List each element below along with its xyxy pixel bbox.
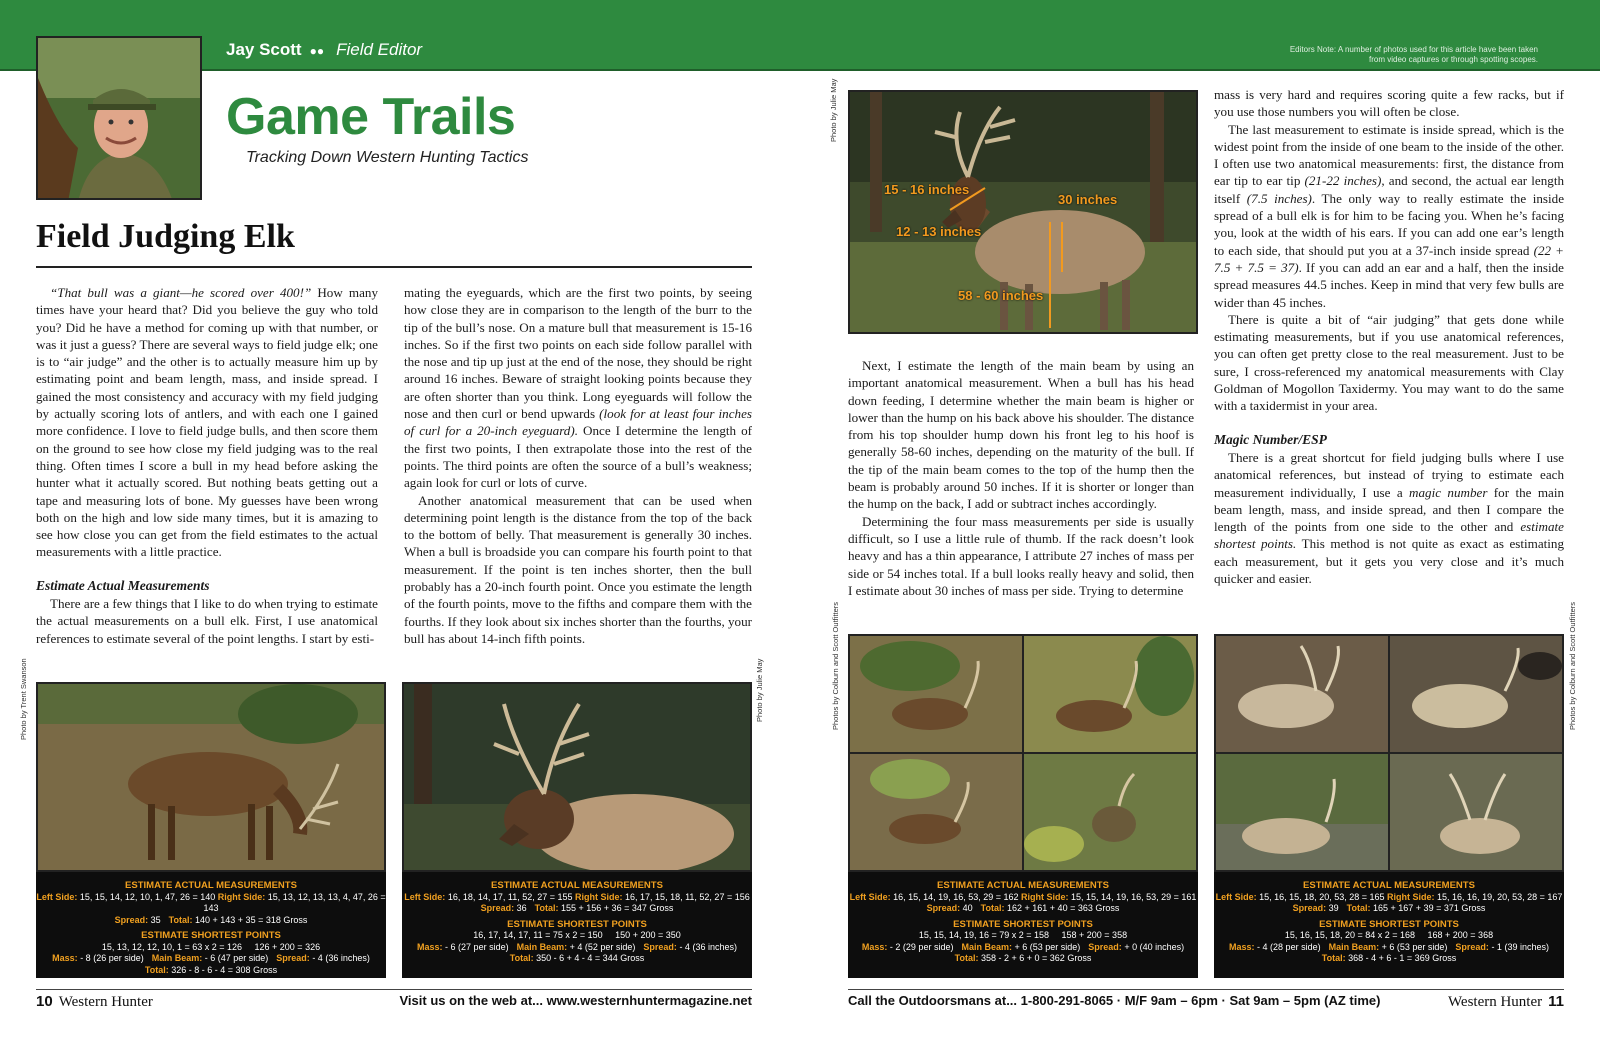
caption-final [36, 965, 386, 977]
caption-heading: ESTIMATE SHORTEST POINTS [953, 918, 1093, 930]
hoofprint-icon: ●● [309, 44, 325, 58]
paragraph: Next, I estimate the length of the main beam by using an important anatomical measurement. When a bull has his head down feeding, I determine whether the main beam is higher or lower than the hump on his back above his shoulder. The distance from his top shoulder hump down his front leg to his hoof is generally 58-60 inches, depending on the maturity of the bull. If the tip of the main beam comes to the top of the hump then the beam is probably around 50 inches. If it is shorter or longer than the hump on the back, I add or subtract inches accordingly. [848, 358, 1194, 512]
caption-label: Left Side: [404, 891, 446, 902]
photo-tile [1216, 754, 1388, 870]
publication-name: Western Hunter [1447, 994, 1543, 1010]
caption-label: Total: [1346, 903, 1371, 913]
column-title: Game Trails [226, 88, 516, 146]
caption-value: 140 + 143 + 35 = 318 Gross [195, 914, 308, 925]
caption-value: 15, 16, 16, 19, 20, 53, 28 = 167 [1437, 891, 1563, 902]
italic-note: (21-22 inches) [1304, 173, 1382, 189]
caption-value: 16, 15, 14, 19, 16, 53, 29 = 162 [893, 891, 1019, 902]
caption-sides [848, 892, 1198, 904]
paragraph: Another anatomical measurement that can be used when determining point length is the distance from the top of the back to the bottom of belly. That measurement is generally 30 inches. When a bull is broadside you can compare his fourth point to that measurement. If the point is ten inches shorter, then the bull probably has a 20-inch fourth point. Once you estimate the length of the fourth points, move to the fifths and compare them with the fourths. If they look about six inches shorter than the fourths, your bull has about 14-inch fifth points. [404, 492, 753, 646]
subhead-estimate-actual: Estimate Actual Measurements [36, 577, 210, 593]
paragraph [404, 284, 752, 492]
paragraph: Determining the four mass measurements per side is usually difficult, so I use a little rule of thumb. If the rack doesn’t look heavy and has a thin appearance, I attribute 27 inches of mass per side or 54 inches total. If a bull looks really heavy and solid, then I estimate about 30 inches of mass per side. Trying to determine [848, 513, 1194, 598]
paragraph: There is quite a bit of “air judging” that gets done while estimating measurements, but if you use anatomical references, you can often get pretty close to the real measurement. Just to be sure, I cross-referenced my anatomical measurements with Clay Goldman of Mogollon Taxidermy. You may want to do the same with a taxidermist in your area. [1214, 311, 1564, 414]
photo-credit: Photo by Julie May [755, 658, 764, 722]
elk-bull-illustration [404, 684, 750, 870]
paragraph-text: , and second, the actual ear length itself [1214, 173, 1565, 206]
caption-final [402, 953, 752, 965]
caption-value: 326 - 8 - 6 - 4 = 308 Gross [171, 964, 278, 975]
caption-value: 15, 15, 14, 19, 16, 53, 29 = 161 [1071, 891, 1197, 902]
caption-label: Right Side: [1387, 891, 1435, 902]
caption-label: Main Beam: [151, 953, 203, 963]
caption-points: 15, 16, 15, 18, 20 = 84 x 2 = 168 168 + 200 = 368 [1284, 930, 1494, 940]
elk-grazing-illustration [38, 684, 384, 870]
caption-value: + 6 (53 per side) [1014, 941, 1081, 952]
caption-label: Mass: [1229, 941, 1255, 952]
caption-adjustments [848, 942, 1198, 954]
column-tagline: Tracking Down Western Hunting Tactics [246, 149, 529, 166]
caption-value: + 6 (53 per side) [1381, 941, 1448, 952]
caption-value: 39 [1328, 903, 1339, 913]
photo-tile [850, 636, 1022, 752]
editors-note: Editors Note: A number of photos used for this article have been taken from video captures or through spotting scopes. [1289, 45, 1538, 64]
caption-label: Main Beam: [1328, 941, 1380, 952]
caption-box-2 [402, 872, 752, 978]
caption-value: - 6 (27 per side) [445, 941, 509, 952]
label-body-depth: 30 inches [1058, 192, 1118, 207]
paragraph-text: for the main beam length, mass, and inside spread, and then I compare the length of the points from one side to the other and [1214, 484, 1564, 535]
caption-label: Main Beam: [516, 941, 568, 952]
paragraph-text: The last measurement to estimate is inside spread, which is the widest point from the inside of one beam to the inside of the other. I often use two anatomical measurements: first, the distance from ear tip to ear tip [1214, 121, 1564, 189]
article-column-1 [36, 284, 378, 647]
paragraph-text: This method is not quite as exact as estimating each measurement, but it gets you very close and it’s much quicker and easier. [1214, 536, 1564, 587]
caption-spread-total [402, 903, 752, 915]
page-number-right: 11 [1548, 993, 1564, 1010]
page-number-left: 10 [36, 993, 53, 1010]
paragraph [1214, 121, 1564, 311]
caption-label: Total: [954, 953, 979, 963]
caption-value: 15, 13, 12, 13, 13, 4, 47, 26 = 143 [203, 891, 386, 913]
phone-promo: Call the Outdoorsmans at... 1-800-291-8065 · M/F 9am – 6pm · Sat 9am – 5pm (AZ time) [848, 993, 1381, 1008]
caption-label: Main Beam: [961, 941, 1012, 952]
caption-label: Spread: [926, 903, 961, 913]
caption-points: 15, 13, 12, 12, 10, 1 = 63 x 2 = 126 126 + 200 = 326 [101, 941, 321, 952]
elk-photo-1 [36, 682, 386, 872]
caption-value: 155 + 156 + 36 = 347 Gross [561, 903, 674, 913]
caption-value: + 4 (52 per side) [569, 941, 636, 952]
caption-value: 15, 15, 14, 12, 10, 1, 47, 26 = 140 [79, 891, 216, 902]
caption-spread-total [36, 915, 386, 927]
caption-value: + 0 (40 inches) [1124, 941, 1185, 952]
paragraph [1214, 449, 1564, 587]
website-promo-link[interactable]: Visit us on the web at... www.westernhuntermagazine.net [399, 993, 752, 1008]
caption-value: 16, 18, 14, 17, 11, 52, 27 = 155 [447, 891, 573, 902]
caption-label: Total: [509, 953, 534, 963]
photo-credit: Photo by Trent Swanson [19, 658, 28, 740]
italic-note: (7.5 inches) [1246, 190, 1312, 206]
caption-sides [36, 892, 386, 915]
caption-adjustments [1214, 942, 1564, 954]
caption-label: Spread: [1088, 941, 1122, 952]
caption-label: Spread: [1455, 941, 1489, 952]
photo-credit: Photo by Julie May [829, 78, 838, 142]
caption-value: - 4 (28 per side) [1257, 941, 1321, 952]
paragraph-text: There is a great shortcut for field judging bulls where I use anatomical references, but instead of trying to estimate each measurement individually, I use a [1214, 449, 1564, 500]
caption-label: Total: [1321, 953, 1346, 963]
paragraph: mass is very hard and requires scoring quite a few racks, but if you use those numbers you will often be close. [1214, 87, 1564, 120]
italic-note: estimate shortest points. [1214, 519, 1564, 552]
hero-elk-photo [848, 90, 1198, 334]
caption-sides [402, 892, 752, 904]
author-byline [226, 40, 422, 60]
caption-label: Total: [144, 964, 169, 975]
caption-heading: ESTIMATE SHORTEST POINTS [1319, 918, 1459, 930]
caption-value: - 4 (36 inches) [679, 941, 737, 952]
paragraph-text: . If you can add an ear and a half, then the inside spread measures 44.5 inches. Keep in mind that very few bulls are wider than 45 inches. [1214, 259, 1564, 310]
caption-heading: ESTIMATE ACTUAL MEASUREMENTS [491, 880, 663, 891]
caption-label: Total: [534, 903, 559, 913]
footer-rule-right [848, 989, 1564, 990]
caption-value: 15, 16, 15, 18, 20, 53, 28 = 165 [1259, 891, 1385, 902]
caption-label: Spread: [480, 903, 515, 913]
caption-value: 35 [150, 914, 161, 925]
photo-tile [850, 754, 1022, 870]
caption-label: Mass: [417, 941, 443, 952]
caption-points: 15, 15, 14, 19, 16 = 79 x 2 = 158 158 + 200 = 358 [918, 930, 1128, 940]
caption-label: Spread: [114, 914, 149, 925]
author-photo-illustration [38, 38, 202, 200]
caption-value: 368 - 4 + 6 - 1 = 369 Gross [1348, 953, 1457, 963]
caption-value: 350 - 6 + 4 - 4 = 344 Gross [536, 953, 645, 963]
footer-right-folio [1448, 993, 1564, 1011]
caption-label: Left Side: [1215, 891, 1257, 902]
photo-tile [1024, 636, 1196, 752]
footer-rule-left [36, 989, 752, 990]
caption-heading: ESTIMATE SHORTEST POINTS [141, 930, 281, 941]
paragraph-text: Once I determine the length of the first two points, I then extrapolate those into the rest of the points. The third points are often the source of a bull’s weakness; again look for curl or lots of curve. [404, 423, 752, 491]
elk-photo-grid-3 [848, 634, 1198, 872]
caption-points: 16, 17, 14, 17, 11 = 75 x 2 = 150 150 + 200 = 350 [473, 930, 681, 940]
author-role: Field Editor [336, 40, 423, 59]
photo-tile [1390, 636, 1562, 752]
photo-credit: Photos by Colburn and Scott Outfitters [1568, 602, 1577, 730]
paragraph-text: . The only way to really estimate the inside spread of a bull elk is for him to be facing you. When he’s facing you, look at the width of his ears. If you can add one ear’s length to each side, that should put you at a 37-inch inside spread [1214, 190, 1565, 258]
caption-value: 40 [962, 903, 973, 913]
italic-note: (look for at least four inches of curl for a 20-inch eyeguard). [404, 406, 752, 439]
elk-photo-2 [402, 682, 752, 872]
caption-label: Right Side: [217, 891, 266, 902]
caption-label: Right Side: [575, 891, 623, 902]
caption-final [848, 953, 1198, 965]
caption-label: Total: [168, 914, 193, 925]
label-eyeguard: 15 - 16 inches [884, 182, 970, 197]
author-portrait [36, 36, 202, 200]
photo-tile [1216, 636, 1388, 752]
caption-label: Spread: [276, 953, 310, 963]
caption-label: Mass: [52, 953, 78, 963]
label-nose: 12 - 13 inches [896, 224, 982, 239]
caption-box-4 [1214, 872, 1564, 978]
paragraph-text: How many times have your heard that? Did you believe the guy who told you? Did he have a method for coming up with that number, or was it just a guess? There are several ways to field judge elk; one is to “air judge” and the other is to actually measure him up by estimating point and beam length, mass, and inside spread. I gained the most consistency and accuracy with my field judging by actually scoring lots of antlers, and with each one I gained more confidence. I love to field judge bulls, and then score them on the ground to see how close my field judging was to the real thing. Often times I score a bull in my head before asking the hunter what it actually scored. But nothing beats getting out a tape and measuring lots of bone. My guesses have been wrong both on the high and low side many times, but it is amazing to see how close you can get from the field estimates to the actual measurements with a little practice. [36, 285, 378, 560]
article-column-4 [1214, 86, 1564, 587]
caption-final [1214, 953, 1564, 965]
caption-adjustments [36, 953, 386, 965]
caption-value: - 8 (26 per side) [80, 953, 144, 963]
caption-adjustments [402, 942, 752, 954]
caption-heading: ESTIMATE ACTUAL MEASUREMENTS [1303, 880, 1475, 891]
caption-spread-total [1214, 903, 1564, 915]
paragraph [36, 284, 378, 561]
paragraph-text: mating the eyeguards, which are the first two points, by seeing how close they are in comparison to the length of the burr to the tip of the bull’s nose. On a mature bull that measurement is 15-16 inches. So if the first two points on each side follow parallel with the nose and tip up just at the end of the nose, they should be right around 16 inches. Beware of straight looking points because they are often shorter than you think. Long eyeguards will follow the nose and then curl or bend upwards [404, 285, 752, 422]
caption-value: 358 - 2 + 6 + 0 = 362 Gross [981, 953, 1092, 963]
article-column-2 [404, 284, 752, 647]
caption-value: 36 [516, 903, 527, 913]
caption-label: Left Side: [36, 891, 78, 902]
opening-quote: “That bull was a giant—he scored over 400!” [50, 285, 312, 300]
caption-label: Spread: [643, 941, 677, 952]
caption-heading: ESTIMATE SHORTEST POINTS [507, 918, 647, 930]
caption-value: 16, 17, 15, 18, 11, 52, 27 = 156 [625, 891, 750, 902]
paragraph: There are a few things that I like to do when trying to estimate the actual measurements on a bull elk. First, I use anatomical references to estimate several of the point lengths. I start by esti- [36, 596, 378, 646]
article-headline: Field Judging Elk [36, 218, 295, 255]
caption-value: 165 + 167 + 39 = 371 Gross [1373, 903, 1486, 913]
photo-tile [1024, 754, 1196, 870]
elk-photo-grid-4 [1214, 634, 1564, 872]
caption-box-1 [36, 872, 386, 978]
caption-value: - 4 (36 inches) [312, 953, 370, 963]
headline-rule [36, 266, 752, 268]
caption-box-3 [848, 872, 1198, 978]
caption-spread-total [848, 903, 1198, 915]
caption-value: 162 + 161 + 40 = 363 Gross [1007, 903, 1120, 913]
author-name: Jay Scott [226, 40, 302, 59]
caption-label: Mass: [861, 941, 888, 952]
caption-value: - 6 (47 per side) [204, 953, 269, 963]
caption-value: - 1 (39 inches) [1491, 941, 1549, 952]
publication-name: Western Hunter [58, 994, 153, 1010]
photo-credit: Photos by Colburn and Scott Outfitters [831, 602, 840, 730]
subhead-magic-number: Magic Number/ESP [1214, 431, 1327, 447]
caption-value: - 2 (29 per side) [889, 941, 954, 952]
caption-label: Right Side: [1021, 891, 1069, 902]
footer-left-folio [36, 993, 153, 1011]
label-leg-height: 58 - 60 inches [958, 288, 1044, 303]
caption-heading: ESTIMATE ACTUAL MEASUREMENTS [125, 880, 297, 891]
caption-heading: ESTIMATE ACTUAL MEASUREMENTS [937, 880, 1109, 891]
italic-note: magic number [1409, 484, 1488, 500]
photo-tile [1390, 754, 1562, 870]
italic-note: (22 + 7.5 + 7.5 = 37) [1214, 242, 1564, 275]
caption-label: Left Side: [849, 891, 891, 902]
caption-sides [1214, 892, 1564, 904]
caption-label: Total: [980, 903, 1005, 913]
caption-label: Spread: [1292, 903, 1327, 913]
article-column-3 [848, 357, 1194, 599]
